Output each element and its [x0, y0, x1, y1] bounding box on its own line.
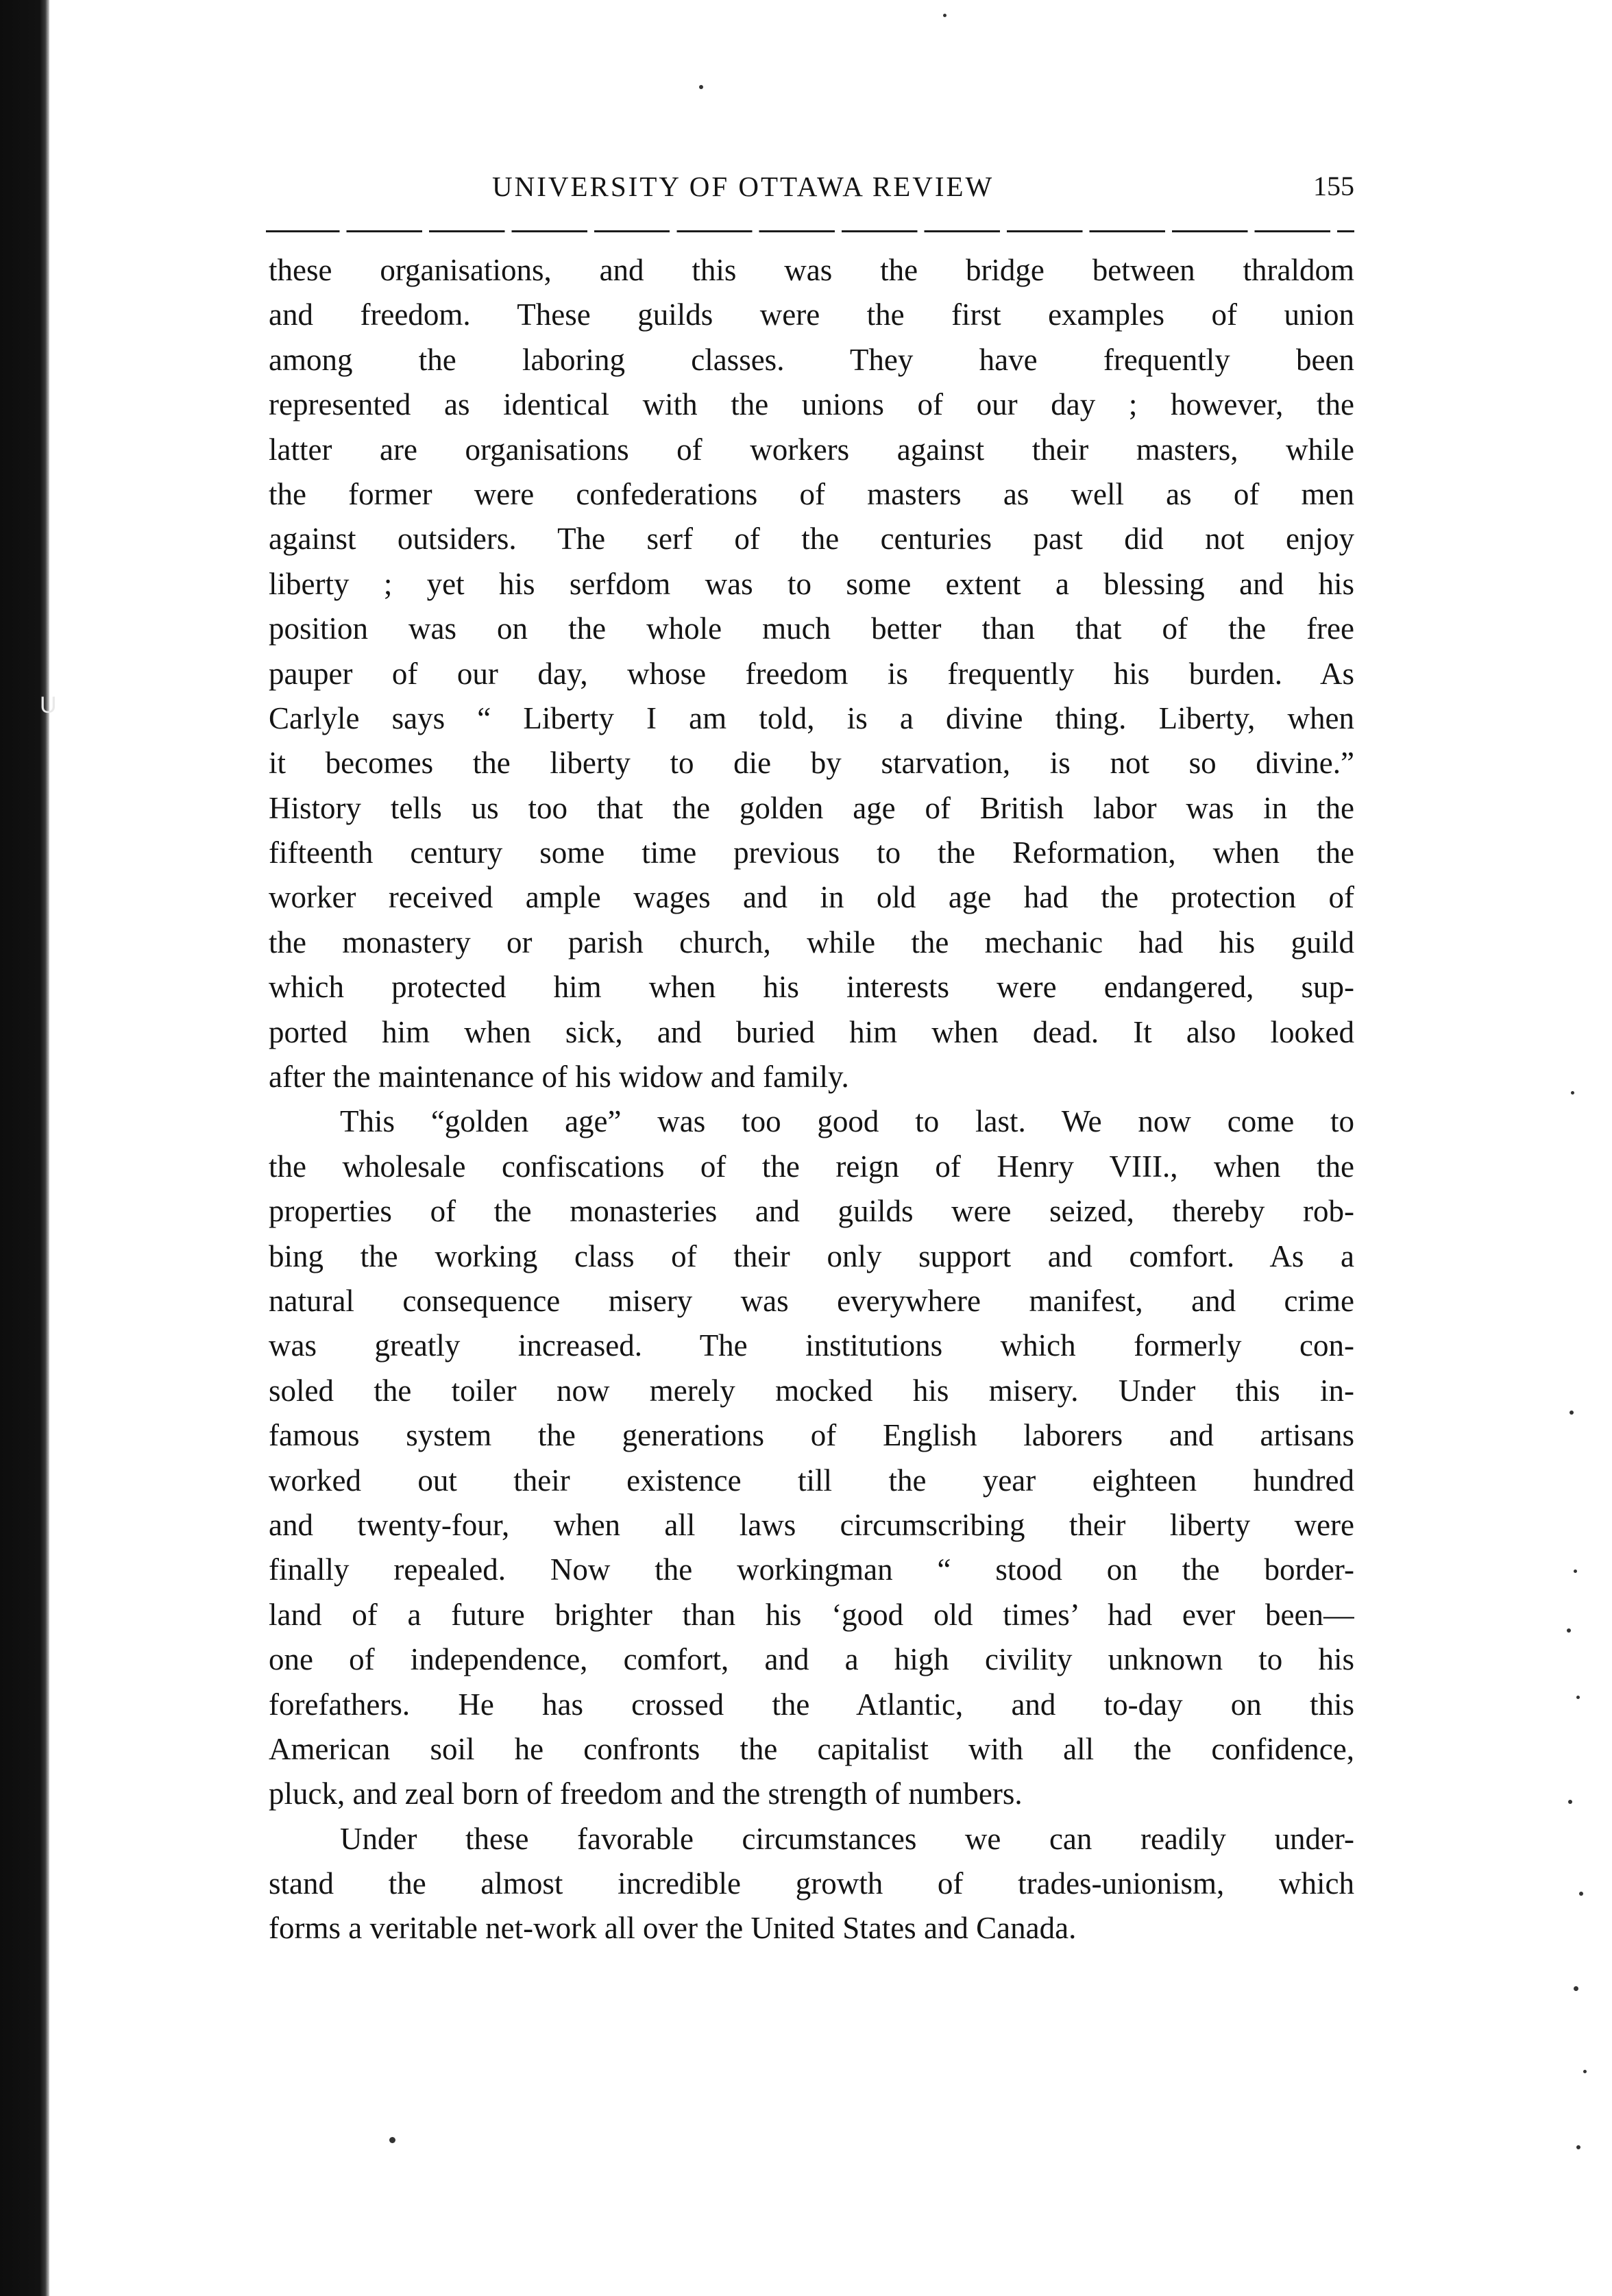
text-line: was greatly increased. The institutions which formerly con-	[269, 1328, 1354, 1363]
speck	[1574, 1570, 1577, 1573]
speck	[1568, 1800, 1572, 1804]
text-line: stand the almost incredible growth of trades-unionism, which	[269, 1866, 1354, 1901]
text-line: American soil he confronts the capitalist with all the confidence,	[269, 1731, 1354, 1766]
text-line: liberty ; yet his serfdom was to some extent a blessing and his	[269, 566, 1354, 601]
text-line: Carlyle says “ Liberty I am told, is a divine thing. Liberty, when	[269, 700, 1354, 735]
paragraph	[269, 1817, 1354, 1951]
text-line: represented as identical with the unions of our day ; however, the	[269, 387, 1354, 422]
text-line: ported him when sick, and buried him when dead. It also looked	[269, 1014, 1354, 1049]
text-line: after the maintenance of his widow and family.	[269, 1060, 849, 1095]
text-line: pluck, and zeal born of freedom and the strength of numbers.	[269, 1776, 1023, 1811]
speck	[1567, 1628, 1571, 1633]
text-line: History tells us too that the golden age of British labor was in the	[269, 790, 1354, 825]
text-line: fifteenth century some time previous to the Reformation, when the	[269, 835, 1354, 870]
page-header	[266, 170, 1354, 211]
paragraph	[269, 248, 1354, 1099]
text-line: the monastery or parish church, while the mechanic had his guild	[269, 925, 1354, 960]
text-line: properties of the monasteries and guilds were seized, thereby rob-	[269, 1194, 1354, 1229]
text-line: it becomes the liberty to die by starvation, is not so divine.”	[269, 746, 1354, 781]
page-number: 155	[1313, 171, 1354, 201]
margin-mark: U	[40, 692, 57, 718]
text-line: one of independence, comfort, and a high civility unknown to his	[269, 1642, 1354, 1677]
speck	[389, 2137, 395, 2143]
speck	[1570, 1410, 1574, 1415]
speck	[1571, 1091, 1574, 1095]
text-line: Under these favorable circumstances we can readily under-	[340, 1821, 1354, 1856]
speck	[1574, 1986, 1578, 1991]
text-line: pauper of our day, whose freedom is frequently his burden. As	[269, 656, 1354, 691]
speck	[1579, 1892, 1583, 1896]
text-line: bing the working class of their only support and comfort. As a	[269, 1238, 1354, 1273]
text-line: the former were confederations of masters as well as of men	[269, 476, 1354, 511]
text-line: forms a veritable net-work all over the United States and Canada.	[269, 1911, 1077, 1946]
text-line: position was on the whole much better than that of the free	[269, 611, 1354, 646]
text-line: the wholesale confiscations of the reign of Henry VIII., when the	[269, 1149, 1354, 1184]
text-line: worker received ample wages and in old age had the protection of	[269, 880, 1354, 915]
text-line: land of a future brighter than his ‘good old times’ had ever been—	[269, 1597, 1354, 1632]
text-line: latter are organisations of workers against their masters, while	[269, 432, 1354, 467]
text-line: finally repealed. Now the workingman “ stood on the border-	[269, 1552, 1354, 1587]
speck	[1583, 2070, 1587, 2073]
text-line: worked out their existence till the year eighteen hundred	[269, 1463, 1354, 1498]
paragraph	[269, 1099, 1354, 1816]
text-line: forefathers. He has crossed the Atlantic, and to-day on this	[269, 1687, 1354, 1722]
text-line: and twenty-four, when all laws circumscribing their liberty were	[269, 1507, 1354, 1542]
speck	[699, 85, 703, 89]
text-line: these organisations, and this was the bridge between thraldom	[269, 253, 1354, 287]
running-head: UNIVERSITY OF OTTAWA REVIEW	[492, 171, 994, 202]
text-line: among the laboring classes. They have frequently been	[269, 342, 1354, 377]
speck	[1576, 1696, 1580, 1699]
text-line: soled the toiler now merely mocked his misery. Under this in-	[269, 1373, 1354, 1408]
text-line: against outsiders. The serf of the centuries past did not enjoy	[269, 522, 1354, 557]
text-line: This “golden age” was too good to last. We now come to	[340, 1104, 1354, 1139]
text-line: and freedom. These guilds were the first examples of union	[269, 297, 1354, 332]
text-line: which protected him when his interests were endangered, sup-	[269, 970, 1354, 1005]
speck	[1576, 2145, 1580, 2149]
text-line: natural consequence misery was everywhere manifest, and crime	[269, 1283, 1354, 1318]
page-binding-edge	[0, 0, 49, 2296]
speck	[943, 14, 947, 17]
body-text	[269, 248, 1354, 1951]
header-rule	[266, 230, 1354, 232]
text-line: famous system the generations of English laborers and artisans	[269, 1418, 1354, 1453]
